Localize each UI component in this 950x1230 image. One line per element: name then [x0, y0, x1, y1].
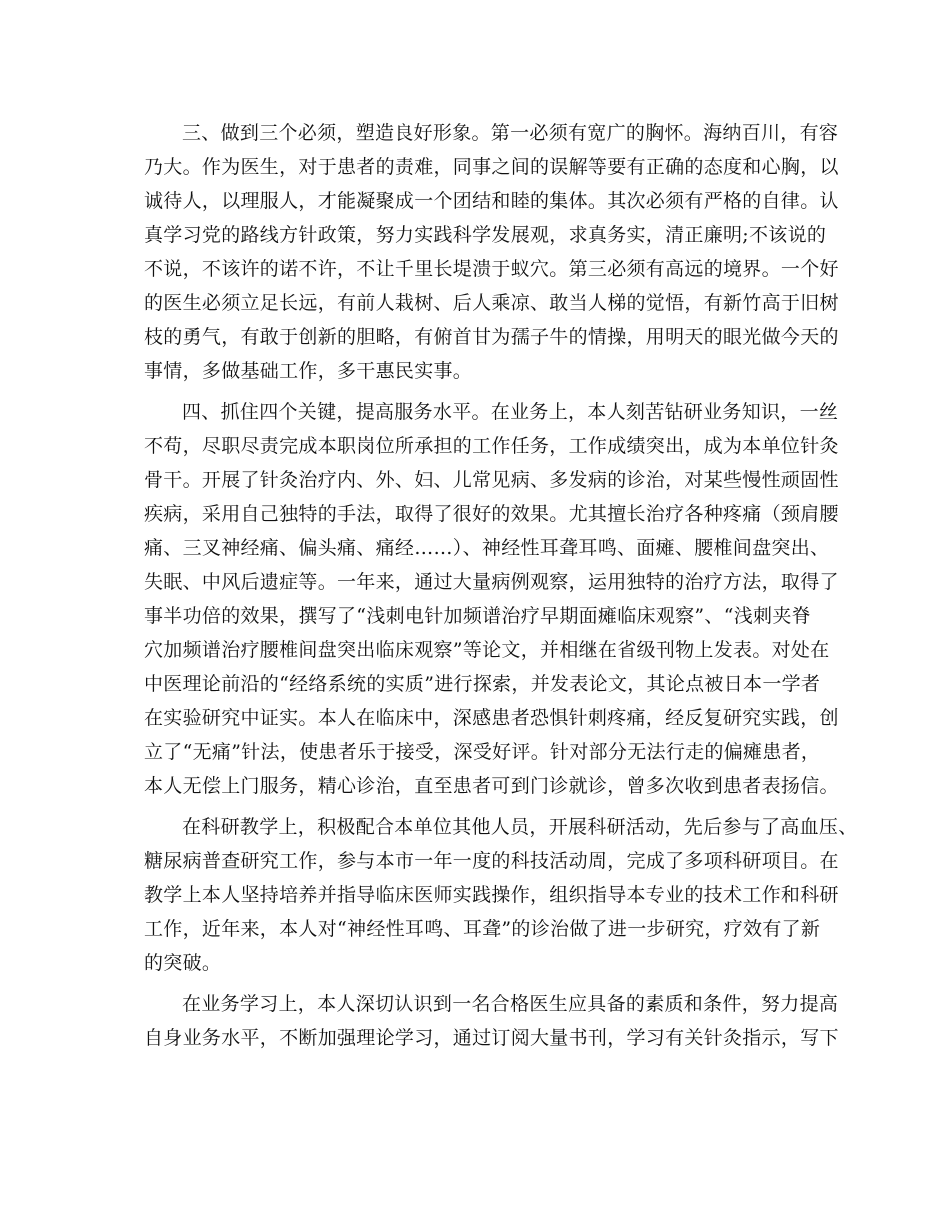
paragraph-gap [144, 388, 824, 395]
text-line: 真学习党的路线方针政策，努力实践科学发展观，求真务实，清正廉明;不该说的 [144, 224, 827, 246]
text-line: 的医生必须立足长远，有前人栽树、后人乘凉、敢当人梯的觉悟，有新竹高于旧树 [144, 292, 839, 314]
text-line: 事情，多做基础工作，多干惠民实事。 [144, 360, 473, 382]
text-line: 疾病，采用自己独特的手法，取得了很好的效果。尤其擅长治疗各种疼痛（颈肩腰 [144, 503, 839, 525]
text-line: 事半功倍的效果，撰写了“浅刺电针加频谱治疗早期面瘫临床观察”、“浅刺夹脊 [144, 605, 811, 627]
text-line: 不苟，尽职尽责完成本职岗位所承担的工作任务，工作成绩突出，成为本单位针灸 [144, 435, 839, 457]
text-line: 痛、三叉神经痛、偏头痛、痛经……）、神经性耳聋耳鸣、面瘫、腰椎间盘突出、 [144, 537, 830, 559]
text-line: 在实验研究中证实。本人在临床中，深感患者恐惧针刺疼痛，经反复研究实践，创 [144, 707, 839, 729]
text-line: 枝的勇气，有敢于创新的胆略，有俯首甘为孺子牛的情操，用明天的眼光做今天的 [144, 326, 839, 348]
text-line: 在科研教学上，积极配合本单位其他人员，开展科研活动，先后参与了高血压、 [182, 816, 858, 838]
text-line: 不说，不该许的诺不许，不让千里长堤溃于蚁穴。第三必须有高远的境界。一个好 [144, 258, 839, 280]
text-line: 立了“无痛”针法，使患者乐于接受，深受好评。针对部分无法行走的偏瘫患者， [144, 741, 821, 763]
text-line: 自身业务水平，不断加强理论学习，通过订阅大量书刊，学习有关针灸指示，写下 [144, 1027, 839, 1049]
paragraph [144, 987, 839, 1055]
text-line: 诚待人，以理服人，才能凝聚成一个团结和睦的集体。其次必须有严格的自律。认 [144, 190, 839, 212]
text-line: 中医理论前沿的“经络系统的实质”进行探索，并发表论文，其论点被日本一学者 [144, 673, 821, 695]
text-line: 穴加频谱治疗腰椎间盘突出临床观察”等论文，并相继在省级刊物上发表。对处在 [144, 639, 830, 661]
paragraph-gap [144, 803, 824, 810]
text-line: 骨干。开展了针灸治疗内、外、妇、儿常见病、多发病的诊治，对某些慢性顽固性 [144, 469, 839, 491]
text-line: 糖尿病普查研究工作，参与本市一年一度的科技活动周，完成了多项科研项目。在 [144, 850, 839, 872]
paragraph-gap [144, 980, 824, 987]
paragraph [144, 116, 839, 388]
text-line: 四、抓住四个关键，提高服务水平。在业务上，本人刻苦钻研业务知识，一丝 [182, 401, 839, 423]
text-line: 乃大。作为医生，对于患者的责难，同事之间的误解等要有正确的态度和心胸，以 [144, 156, 839, 178]
paragraph [144, 395, 839, 803]
text-line: 三、做到三个必须，塑造良好形象。第一必须有宽广的胸怀。海纳百川，有容 [182, 122, 839, 144]
text-line: 在业务学习上，本人深切认识到一名合格医生应具备的素质和条件，努力提高 [182, 993, 839, 1015]
paragraph [144, 810, 858, 980]
document-body [144, 116, 858, 1055]
text-line: 工作，近年来，本人对“神经性耳鸣、耳聋”的诊治做了进一步研究，疗效有了新 [144, 918, 821, 940]
text-line: 的突破。 [144, 952, 222, 974]
text-line: 失眠、中风后遗症等。一年来，通过大量病例观察，运用独特的治疗方法，取得了 [144, 571, 839, 593]
text-line: 教学上本人坚持培养并指导临床医师实践操作，组织指导本专业的技术工作和科研 [144, 884, 839, 906]
text-line: 本人无偿上门服务，精心诊治，直至患者可到门诊就诊，曾多次收到患者表扬信。 [144, 775, 839, 797]
